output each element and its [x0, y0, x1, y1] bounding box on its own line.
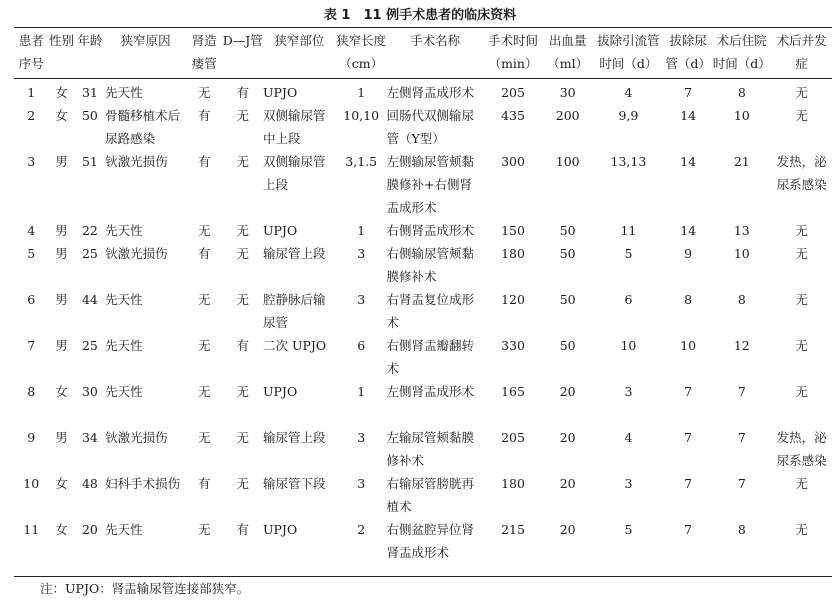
cell-patient-no: 2 — [27, 108, 36, 123]
cell-age: 51 — [81, 154, 98, 169]
cell-catheter-time: 7 — [684, 476, 693, 491]
cell-site: 二次 UPJO — [262, 338, 327, 353]
cell-site: UPJO — [262, 384, 298, 399]
cell-stay: 8 — [737, 85, 746, 100]
cell-length: 10,10 — [343, 108, 380, 123]
cell-catheter-time: 14 — [680, 154, 697, 169]
cell-patient-no: 6 — [27, 292, 36, 307]
cell-drain-time: 9,9 — [618, 108, 639, 123]
table-row — [14, 77, 832, 104]
footnote: 注：UPJO：肾盂输尿管连接部狭窄。 — [40, 581, 250, 596]
cell-op-time: 435 — [501, 108, 525, 123]
cell-op-time: 150 — [501, 223, 525, 238]
cell-patient-no: 7 — [27, 338, 36, 353]
table-row — [14, 150, 832, 219]
cell-catheter-time: 14 — [680, 108, 697, 123]
header-cause: 狭窄原因 — [120, 33, 171, 48]
cell-length: 3 — [357, 430, 366, 445]
cell-op-time: 165 — [501, 384, 525, 399]
clinical-data-table — [14, 29, 832, 564]
cell-complication: 无 — [795, 338, 808, 353]
cell-cause: 先天性 — [105, 522, 143, 537]
cell-catheter-time: 7 — [684, 384, 693, 399]
cell-age: 48 — [81, 476, 98, 491]
cell-patient-no: 11 — [23, 522, 40, 537]
cell-length: 3 — [357, 246, 366, 261]
cell-dj-tube: 无 — [236, 430, 249, 445]
cell-age: 30 — [81, 384, 98, 399]
cell-surgery: 右侧肾盂瓣翻转术 — [386, 338, 474, 376]
cell-complication: 无 — [795, 223, 808, 238]
cell-dj-tube: 有 — [236, 522, 249, 537]
cell-site: 输尿管上段 — [262, 430, 326, 445]
cell-cause: 先天性 — [105, 223, 143, 238]
cell-patient-no: 5 — [27, 246, 36, 261]
cell-stay: 13 — [733, 223, 750, 238]
cell-sex: 女 — [55, 476, 68, 491]
cell-surgery: 左侧肾盂成形术 — [386, 384, 474, 399]
table-row — [14, 472, 832, 518]
cell-complication: 无 — [795, 292, 808, 307]
cell-age: 50 — [81, 108, 98, 123]
cell-site: UPJO — [262, 85, 298, 100]
cell-nephrostomy: 有 — [198, 476, 211, 491]
cell-blood-loss: 50 — [559, 292, 576, 307]
cell-surgery: 左输尿管颊黏膜修补术 — [386, 430, 474, 468]
cell-sex: 女 — [55, 85, 68, 100]
cell-complication: 发热，泌尿系感染 — [776, 430, 827, 468]
cell-stay: 8 — [737, 522, 746, 537]
header-op-time: 手术时间（min） — [488, 33, 539, 71]
cell-age: 34 — [81, 430, 98, 445]
cell-nephrostomy: 无 — [198, 292, 211, 307]
cell-surgery: 左侧肾盂成形术 — [386, 85, 474, 100]
cell-cause: 先天性 — [105, 85, 143, 100]
cell-cause: 钬激光损伤 — [105, 430, 168, 445]
cell-patient-no: 9 — [27, 430, 36, 445]
cell-site: UPJO — [262, 522, 298, 537]
cell-nephrostomy: 无 — [198, 384, 211, 399]
cell-catheter-time: 14 — [680, 223, 697, 238]
cell-drain-time: 10 — [620, 338, 637, 353]
cell-catheter-time: 8 — [684, 292, 693, 307]
cell-blood-loss: 20 — [559, 430, 576, 445]
cell-age: 20 — [81, 522, 98, 537]
header-row — [14, 29, 832, 77]
header-complication: 术后并发症 — [776, 33, 827, 71]
cell-nephrostomy: 无 — [198, 338, 211, 353]
top-rule — [14, 27, 832, 28]
cell-patient-no: 10 — [23, 476, 40, 491]
cell-surgery: 右侧肾盂成形术 — [386, 223, 474, 238]
table-row — [14, 518, 832, 564]
cell-blood-loss: 200 — [555, 108, 580, 123]
table-row — [14, 334, 832, 380]
cell-op-time: 300 — [501, 154, 525, 169]
cell-sex: 女 — [55, 108, 68, 123]
cell-patient-no: 1 — [27, 85, 36, 100]
cell-stay: 10 — [733, 108, 750, 123]
cell-dj-tube: 无 — [236, 292, 249, 307]
cell-catheter-time: 7 — [684, 85, 693, 100]
cell-op-time: 215 — [501, 522, 525, 537]
cell-dj-tube: 无 — [236, 246, 249, 261]
cell-complication: 无 — [795, 246, 808, 261]
cell-sex: 男 — [55, 292, 68, 307]
cell-nephrostomy: 无 — [198, 85, 211, 100]
cell-cause: 钬激光损伤 — [105, 246, 168, 261]
header-age: 年龄 — [77, 33, 103, 48]
cell-catheter-time: 7 — [684, 522, 693, 537]
table-row — [14, 288, 832, 334]
cell-age: 31 — [81, 85, 98, 100]
header-nephrostomy: 肾造瘘管 — [191, 33, 217, 71]
cell-stay: 21 — [733, 154, 750, 169]
cell-dj-tube: 有 — [236, 338, 249, 353]
cell-surgery: 回肠代双侧输尿管（Y型） — [386, 108, 474, 146]
cell-dj-tube: 无 — [236, 154, 249, 169]
header-sex: 性别 — [49, 33, 75, 48]
cell-sex: 男 — [55, 223, 68, 238]
cell-op-time: 330 — [501, 338, 525, 353]
cell-cause: 钬激光损伤 — [105, 154, 168, 169]
cell-dj-tube: 无 — [236, 476, 249, 491]
cell-blood-loss: 50 — [559, 246, 576, 261]
cell-cause: 先天性 — [105, 338, 143, 353]
cell-catheter-time: 10 — [680, 338, 697, 353]
cell-age: 22 — [81, 223, 98, 238]
cell-surgery: 右输尿管膀胱再植术 — [386, 476, 474, 514]
cell-length: 6 — [357, 338, 366, 353]
cell-patient-no: 3 — [27, 154, 36, 169]
table-body — [14, 77, 832, 564]
cell-drain-time: 5 — [624, 522, 633, 537]
cell-drain-time: 3 — [624, 384, 633, 399]
cell-site: UPJO — [262, 223, 298, 238]
cell-sex: 男 — [55, 154, 68, 169]
cell-stay: 10 — [733, 246, 750, 261]
cell-cause: 先天性 — [105, 292, 143, 307]
table-row — [14, 426, 832, 472]
cell-length: 1 — [357, 223, 366, 238]
cell-stay: 12 — [733, 338, 750, 353]
header-site: 狭窄部位 — [274, 33, 325, 48]
cell-stay: 7 — [737, 476, 746, 491]
cell-length: 1 — [357, 85, 366, 100]
cell-catheter-time: 7 — [684, 430, 693, 445]
cell-nephrostomy: 无 — [198, 430, 211, 445]
cell-sex: 女 — [55, 522, 68, 537]
cell-blood-loss: 50 — [559, 223, 576, 238]
cell-surgery: 右肾盂复位成形术 — [386, 292, 474, 330]
cell-blood-loss: 50 — [559, 338, 576, 353]
cell-age: 25 — [81, 338, 98, 353]
header-surgery: 手术名称 — [410, 33, 461, 48]
cell-op-time: 120 — [501, 292, 525, 307]
cell-stay: 8 — [737, 292, 746, 307]
cell-drain-time: 6 — [624, 292, 633, 307]
cell-length: 2 — [357, 522, 366, 537]
cell-op-time: 205 — [501, 430, 525, 445]
cell-length: 3 — [357, 292, 366, 307]
cell-site: 输尿管上段 — [262, 246, 326, 261]
cell-sex: 男 — [55, 246, 68, 261]
cell-complication: 无 — [795, 476, 808, 491]
cell-blood-loss: 20 — [559, 476, 576, 491]
cell-age: 44 — [81, 292, 98, 307]
header-drain-time: 拔除引流管时间（d） — [597, 33, 660, 71]
cell-drain-time: 4 — [624, 85, 633, 100]
cell-cause: 先天性 — [105, 384, 143, 399]
cell-blood-loss: 30 — [559, 85, 576, 100]
table-row — [14, 104, 832, 150]
cell-cause: 妇科手术损伤 — [105, 476, 181, 491]
cell-stay: 7 — [737, 430, 746, 445]
cell-nephrostomy: 有 — [198, 108, 211, 123]
cell-complication: 无 — [795, 108, 808, 123]
cell-blood-loss: 20 — [559, 384, 576, 399]
header-length: 狭窄长度（cm） — [336, 33, 387, 71]
cell-complication: 发热，泌尿系感染 — [776, 154, 827, 192]
cell-dj-tube: 无 — [236, 108, 249, 123]
cell-length: 3 — [357, 476, 366, 491]
header-stay: 术后住院时间（d） — [712, 33, 771, 71]
cell-patient-no: 8 — [27, 384, 36, 399]
cell-surgery: 右侧盆腔异位肾肾盂成形术 — [386, 522, 474, 560]
cell-nephrostomy: 无 — [198, 522, 211, 537]
table-caption: 表 1 11 例手术患者的临床资料 — [323, 8, 517, 23]
header-catheter-time: 拔除尿管（d） — [665, 33, 711, 71]
header-patient-no: 患者序号 — [18, 33, 44, 71]
cell-length: 3,1.5 — [345, 154, 378, 169]
cell-complication: 无 — [795, 384, 808, 399]
cell-nephrostomy: 无 — [198, 223, 211, 238]
header-dj-tube: D—J管 — [222, 33, 263, 48]
cell-nephrostomy: 有 — [198, 154, 211, 169]
table-row — [14, 380, 832, 426]
cell-site: 双侧输尿管中上段 — [262, 108, 326, 146]
cell-cause: 骨髓移植术后尿路感染 — [105, 108, 181, 146]
cell-site: 输尿管下段 — [262, 476, 326, 491]
cell-dj-tube: 有 — [236, 85, 249, 100]
cell-surgery: 左侧输尿管颊黏膜修补+右侧肾盂成形术 — [386, 154, 474, 215]
cell-drain-time: 11 — [620, 223, 637, 238]
cell-patient-no: 4 — [27, 223, 36, 238]
cell-sex: 女 — [55, 384, 68, 399]
cell-drain-time: 5 — [624, 246, 633, 261]
cell-surgery: 右侧输尿管颊黏膜修补术 — [386, 246, 474, 284]
cell-op-time: 180 — [501, 476, 525, 491]
cell-op-time: 180 — [501, 246, 525, 261]
cell-sex: 男 — [55, 338, 68, 353]
cell-length: 1 — [357, 384, 366, 399]
cell-nephrostomy: 有 — [198, 246, 211, 261]
bottom-rule — [14, 576, 832, 577]
cell-complication: 无 — [795, 85, 808, 100]
cell-op-time: 205 — [501, 85, 525, 100]
cell-blood-loss: 100 — [555, 154, 580, 169]
cell-dj-tube: 无 — [236, 384, 249, 399]
cell-drain-time: 4 — [624, 430, 633, 445]
cell-complication: 无 — [795, 522, 808, 537]
cell-catheter-time: 9 — [684, 246, 693, 261]
cell-drain-time: 13,13 — [610, 154, 647, 169]
cell-drain-time: 3 — [624, 476, 633, 491]
cell-stay: 7 — [737, 384, 746, 399]
cell-site: 腔静脉后输尿管 — [262, 292, 326, 330]
cell-age: 25 — [81, 246, 98, 261]
table-row — [14, 219, 832, 242]
cell-site: 双侧输尿管上段 — [262, 154, 326, 192]
table-row — [14, 242, 832, 288]
cell-dj-tube: 无 — [236, 223, 249, 238]
cell-sex: 男 — [55, 430, 68, 445]
cell-blood-loss: 20 — [559, 522, 576, 537]
header-blood-loss: 出血量（ml） — [547, 33, 589, 71]
